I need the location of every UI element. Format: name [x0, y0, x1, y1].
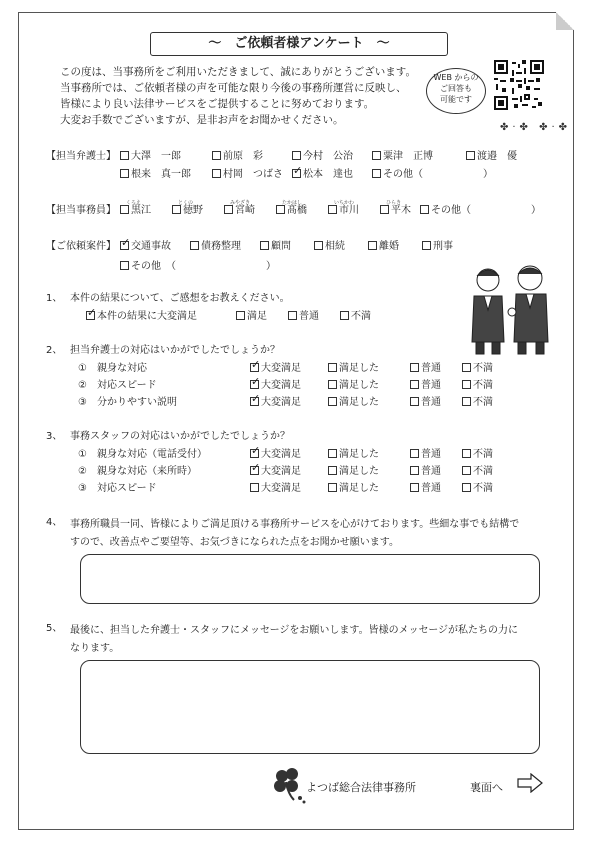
question-text: 本件の結果について、ご感想をお教えください。	[70, 293, 290, 304]
q2-row-label: ① 親身な対応	[78, 363, 147, 374]
q3-option[interactable]: 満足した	[328, 482, 410, 496]
checkbox-icon[interactable]	[190, 241, 199, 250]
checkbox-icon[interactable]	[250, 466, 259, 475]
staff-option[interactable]: たかはし 髙橋	[276, 204, 328, 218]
checkbox-icon[interactable]	[120, 261, 129, 270]
lawyer-option[interactable]: 粟津 正博	[372, 150, 466, 164]
q2-option[interactable]: ✓ 大変満足	[250, 379, 328, 393]
q3-row-label: ③ 対応スピード	[78, 483, 157, 494]
staff-option[interactable]: くろえ 黒江	[120, 204, 172, 218]
question-4: 4、 事務所職員一同、皆様によりご満足頂ける事務所サービスを心がけております。些細な事でも結構で すので、改善点やご要望等、お気づきになられた点をお聞かせ願います。	[46, 516, 546, 552]
question-text: すので、改善点やご要望等、お気づきになられた点をお聞かせ願います。	[70, 537, 399, 548]
checkbox-icon[interactable]	[420, 205, 429, 214]
checkbox-icon[interactable]	[250, 363, 259, 372]
checkbox-icon[interactable]	[328, 483, 337, 492]
checkbox-icon[interactable]	[462, 363, 471, 372]
staff-option[interactable]: みやざき 宮崎	[224, 204, 276, 218]
staff-option[interactable]: いちかわ 市川	[328, 204, 380, 218]
question-text: 最後に、担当した弁護士・スタッフにメッセージをお願いします。皆様のメッセージが私たちの力に	[70, 625, 518, 636]
lawyer-option[interactable]: ✓ 松本 達也	[292, 168, 372, 182]
checkbox-icon[interactable]	[120, 169, 129, 178]
checkbox-icon[interactable]	[250, 397, 259, 406]
checkbox-icon[interactable]	[462, 380, 471, 389]
q2-option[interactable]: 満足した	[328, 362, 410, 376]
q2-row-label: ③ 分かりやすい説明	[78, 397, 177, 408]
question-text: なります。	[70, 643, 120, 654]
q1-option[interactable]: ✓本件の結果に大変満足	[86, 310, 236, 324]
q2-option[interactable]: 普通	[410, 362, 462, 376]
checkbox-icon[interactable]	[368, 241, 377, 250]
q3-row-label: ② 親身な対応（来所時）	[78, 466, 197, 477]
intro-line: 大変お手数でございますが、是非お声をお聞かせください。	[60, 114, 344, 126]
checkbox-icon[interactable]	[462, 449, 471, 458]
question-3: 3、 事務スタッフの対応はいかがでしたでしょうか？ ① 親身な対応（電話受付） ✓ 大変満足 満足した 普通 不満 ② 親身な対応（来所時） ✓ 大変満足 満足した 普通 不満 ③ 対応スピード 大変満足 満足した 普通 不満	[46, 430, 493, 496]
lawyer-option[interactable]: その他（ ）	[372, 168, 493, 182]
page-title: ～ ご依頼者様アンケート ～	[150, 32, 448, 56]
q2-option[interactable]: 不満	[462, 396, 493, 410]
case-option[interactable]: 債務整理	[190, 240, 260, 254]
office-name: よつば総合法律事務所	[306, 781, 416, 794]
lawyer-option[interactable]: 今村 公治	[292, 150, 372, 164]
checkbox-icon[interactable]	[410, 380, 419, 389]
q3-row-label: ① 親身な対応（電話受付）	[78, 449, 207, 460]
checkbox-icon[interactable]	[328, 449, 337, 458]
q3-option[interactable]: 不満	[462, 448, 493, 462]
checkbox-icon[interactable]	[250, 449, 259, 458]
checkbox-icon[interactable]	[422, 241, 431, 250]
q2-option[interactable]: 不満	[462, 379, 493, 393]
checkbox-icon[interactable]	[328, 363, 337, 372]
checkbox-icon[interactable]	[120, 241, 129, 250]
checkbox-icon[interactable]	[340, 311, 349, 320]
checkbox-icon[interactable]	[120, 205, 129, 214]
q1-option[interactable]: 普通	[288, 310, 340, 324]
lawyer-option[interactable]: 大澤 一郎	[120, 150, 212, 164]
question-text: 事務所職員一同、皆様によりご満足頂ける事務所サービスを心がけております。些細な事でも結構で	[70, 519, 520, 530]
lawyer-label: 【担当弁護士】	[46, 151, 116, 162]
q2-option[interactable]: 普通	[410, 379, 462, 393]
staff-option[interactable]: とくの 徳野	[172, 204, 224, 218]
checkbox-icon[interactable]	[86, 311, 95, 320]
checkbox-icon[interactable]	[224, 205, 233, 214]
q2-option[interactable]: ✓ 大変満足	[250, 362, 328, 376]
q2-option[interactable]: ✓ 大変満足	[250, 396, 328, 410]
staff-section	[46, 200, 541, 218]
q3-option[interactable]: 満足した	[328, 448, 410, 462]
staff-option[interactable]: ひらき 平木	[380, 204, 420, 218]
checkbox-icon[interactable]	[372, 169, 381, 178]
q3-option[interactable]: 大変満足	[250, 482, 328, 496]
intro-text	[60, 64, 416, 128]
checkbox-icon[interactable]	[250, 380, 259, 389]
checkbox-icon[interactable]	[120, 151, 129, 160]
question-2: 2、 担当弁護士の対応はいかがでしたでしょうか？ ① 親身な対応 ✓ 大変満足 満足した 普通 不満 ② 対応スピード ✓ 大変満足 満足した 普通 不満 ③ 分かりやすい説明 ✓ 大変満足 満足した 普通 不満	[46, 344, 493, 410]
q1-option[interactable]: 満足	[236, 310, 288, 324]
case-option[interactable]: 離婚	[368, 240, 422, 254]
checkbox-icon[interactable]	[328, 466, 337, 475]
q3-option[interactable]: ✓ 大変満足	[250, 448, 328, 462]
q1-option[interactable]: 不満	[340, 310, 371, 324]
case-option[interactable]: 顧問	[260, 240, 314, 254]
case-section	[46, 240, 453, 274]
checkbox-icon[interactable]	[328, 205, 337, 214]
checkbox-icon[interactable]	[292, 169, 301, 178]
checkbox-icon[interactable]	[372, 151, 381, 160]
checkbox-icon[interactable]	[212, 151, 221, 160]
lawyer-option[interactable]: 根来 真一郎	[120, 168, 212, 182]
next-page-label: 裏面へ	[470, 781, 503, 794]
checkbox-icon[interactable]	[172, 205, 181, 214]
staff-option[interactable]: その他（ ）	[420, 204, 541, 218]
qr-code-icon[interactable]	[494, 60, 544, 110]
checkbox-icon[interactable]	[276, 205, 285, 214]
checkbox-icon[interactable]	[328, 380, 337, 389]
question-1: 1、 本件の結果について、ご感想をお教えください。 ✓本件の結果に大変満足 満足 普通 不満	[46, 292, 371, 324]
checkbox-icon[interactable]	[212, 169, 221, 178]
lawyer-option[interactable]: 村岡 つばさ	[212, 168, 292, 182]
q3-option[interactable]: 普通	[410, 465, 462, 479]
checkbox-icon[interactable]	[410, 449, 419, 458]
checkbox-icon[interactable]	[288, 311, 297, 320]
lawyer-option[interactable]: 渡邉 優	[466, 150, 517, 164]
case-label: 【ご依頼案件】	[46, 241, 116, 252]
checkbox-icon[interactable]	[410, 397, 419, 406]
staff-label: 【担当事務員】	[46, 205, 116, 216]
q3-option[interactable]: 不満	[462, 465, 493, 479]
q3-option[interactable]: 満足した	[328, 465, 410, 479]
checkbox-icon[interactable]	[410, 466, 419, 475]
checkbox-icon[interactable]	[410, 363, 419, 372]
checkbox-icon[interactable]	[380, 205, 389, 214]
checkbox-icon[interactable]	[462, 483, 471, 492]
clover-logo-icon	[270, 764, 306, 804]
q3-option[interactable]: 普通	[410, 482, 462, 496]
checkbox-icon[interactable]	[314, 241, 323, 250]
question-5: 5、 最後に、担当した弁護士・スタッフにメッセージをお願いします。皆様のメッセージが私たちの力に なります。	[46, 622, 546, 658]
checkbox-icon[interactable]	[462, 466, 471, 475]
q2-option[interactable]: 普通	[410, 396, 462, 410]
intro-line: 当事務所では、ご依頼者様の声を可能な限り今後の事務所運営に反映し、	[60, 82, 407, 94]
arrow-right-icon	[517, 773, 543, 793]
checkbox-icon[interactable]	[236, 311, 245, 320]
intro-line: 皆様により良い法律サービスをご提供することに努めております。	[60, 98, 375, 110]
q2-row-label: ② 対応スピード	[78, 380, 157, 391]
question-text: 事務スタッフの対応はいかがでしたでしょうか？	[70, 431, 290, 442]
question-text: 担当弁護士の対応はいかがでしたでしょうか？	[70, 345, 280, 356]
case-option[interactable]: ✓ 交通事故	[120, 240, 190, 254]
q3-option[interactable]: ✓ 大変満足	[250, 465, 328, 479]
q5-answer-box[interactable]	[80, 660, 540, 754]
case-option[interactable]: その他 （ ）	[120, 260, 276, 274]
case-option[interactable]: 相続	[314, 240, 368, 254]
q3-option[interactable]: 普通	[410, 448, 462, 462]
case-option[interactable]: 刑事	[422, 240, 453, 254]
q2-option[interactable]: 満足した	[328, 396, 410, 410]
q4-answer-box[interactable]	[80, 554, 540, 604]
checkbox-icon[interactable]	[250, 483, 259, 492]
q2-option[interactable]: 満足した	[328, 379, 410, 393]
clover-decoration-icon: ✤·✤ ✤·✤	[500, 122, 572, 133]
checkbox-icon[interactable]	[260, 241, 269, 250]
lawyer-section	[46, 150, 517, 182]
q2-option[interactable]: 不満	[462, 362, 493, 376]
checkbox-icon[interactable]	[328, 397, 337, 406]
q3-option[interactable]: 不満	[462, 482, 493, 496]
checkbox-icon[interactable]	[292, 151, 301, 160]
lawyer-option[interactable]: 前原 彩	[212, 150, 292, 164]
checkbox-icon[interactable]	[410, 483, 419, 492]
intro-line: この度は、当事務所をご利用いただきまして、誠にありがとうございます。	[60, 66, 416, 78]
checkbox-icon[interactable]	[466, 151, 475, 160]
web-answer-bubble: WEB からの ご回答も 可能です	[426, 68, 486, 114]
page-curl	[556, 12, 574, 30]
checkbox-icon[interactable]	[462, 397, 471, 406]
